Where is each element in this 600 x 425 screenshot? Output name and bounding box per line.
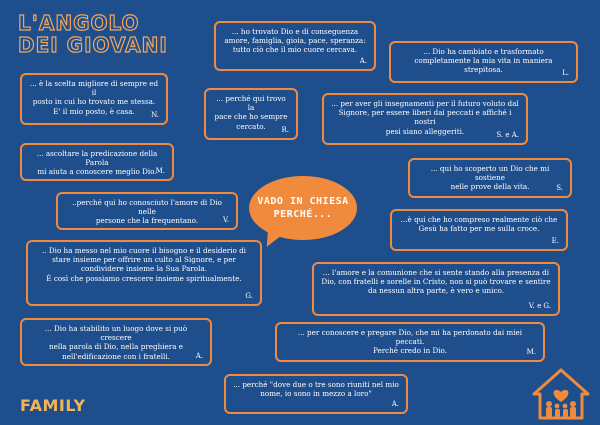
quote-box: [20, 143, 174, 181]
quote-box: [312, 262, 560, 316]
quote-text: ... l'amore e la comunione che si sente stando alla presenza di Dio, con fratelli e sorelle in Cristo, non si può trovare e sentire da nessun altra parte, è vero e unico.: [321, 268, 551, 296]
quote-text: ... qui ho scoperto un Dio che mi sostiene nelle prove della vita.: [430, 164, 550, 192]
title-line-2: DEI GIOVANI: [18, 33, 168, 57]
page-title: [18, 12, 168, 56]
title-line-1: L'ANGOLO: [18, 11, 140, 35]
quote-text: ... è la scelta migliore di sempre ed il posto in cui ho trovato me stessa. E' il mio posto, è casa.: [29, 79, 159, 116]
quote-signature: R.: [281, 125, 289, 134]
quote-box: [204, 88, 298, 140]
footer-label: FAMILY: [20, 396, 86, 415]
quote-signature: E.: [551, 236, 559, 245]
quote-signature: A.: [359, 56, 367, 65]
quote-box: [389, 41, 578, 83]
quote-box: [20, 318, 212, 366]
quote-text: ...è qui che ho compreso realmente ciò che Gesù ha fatto per me sulla croce.: [400, 215, 558, 234]
heart-icon: [554, 390, 569, 402]
quote-text: ..perché qui ho conosciuto l'amore di Dio nelle persone che la frequentano.: [72, 198, 222, 226]
quote-text: .. Dio ha messo nel mio cuore il bisogno e il desiderio di stare insieme per offrire un culto al Signore, e per condividere insieme la Sua Parola. È così che possiamo crescere insieme spiritualmente.: [42, 246, 246, 283]
quote-signature: A.: [391, 399, 399, 408]
quote-box: [26, 240, 262, 306]
quote-box: [322, 93, 528, 145]
quote-text: ... perché qui trovo la pace che ho sempre cercato.: [214, 94, 288, 131]
quote-box: [390, 209, 568, 251]
quote-text: ... per aver gli insegnamenti per il futuro voluto dal Signore, per essere liberi dai peccati e affiché i nostri pesi siano alleggeriti.: [331, 99, 519, 136]
quote-signature: L.: [562, 68, 569, 77]
quote-box: [56, 192, 238, 230]
quote-signature: G.: [245, 291, 253, 300]
quote-box: [275, 322, 545, 362]
quote-box: [224, 374, 408, 414]
speech-bubble: [249, 176, 357, 240]
quote-box: [20, 73, 168, 125]
quote-signature: N.: [151, 110, 159, 119]
quote-signature: M.: [155, 166, 165, 175]
quote-signature: A.: [195, 351, 203, 360]
quote-signature: S.: [556, 183, 563, 192]
quote-signature: M.: [526, 347, 536, 356]
quote-signature: V.: [222, 215, 229, 224]
quote-text: ... ho trovato Dio e di conseguenza amore, famiglia, gioia, pace, speranza: tutto ciò che il mio cuore cercava.: [224, 27, 366, 55]
house-family-icon: [532, 368, 590, 420]
quote-text: ... Dio ha cambiato e trasformato completamente la mia vita in maniera strepitosa.: [414, 47, 553, 75]
quote-text: ... per conoscere e pregare Dio, che mi ha perdonato dai miei peccati. Perchè credo in Dio.: [297, 328, 523, 356]
quote-box: [408, 158, 572, 198]
quote-text: ... ascoltare la predicazione della Parola mi aiuta a conoscere meglio Dio.: [36, 149, 158, 177]
quote-text: ... Dio ha stabilito un luogo dove si può crescere nella parola di Dio, nella preghiera e nell'edificazione con i fratelli.: [44, 324, 188, 361]
quote-box: [214, 21, 376, 71]
quote-signature: V. e G.: [528, 301, 551, 310]
quote-text: ... perché "dove due o tre sono riuniti nel mio nome, io sono in mezzo a loro": [233, 380, 399, 399]
speech-bubble-text: VADO IN CHIESA PERCHÉ...: [257, 196, 349, 220]
quote-signature: S. e A.: [496, 130, 519, 139]
